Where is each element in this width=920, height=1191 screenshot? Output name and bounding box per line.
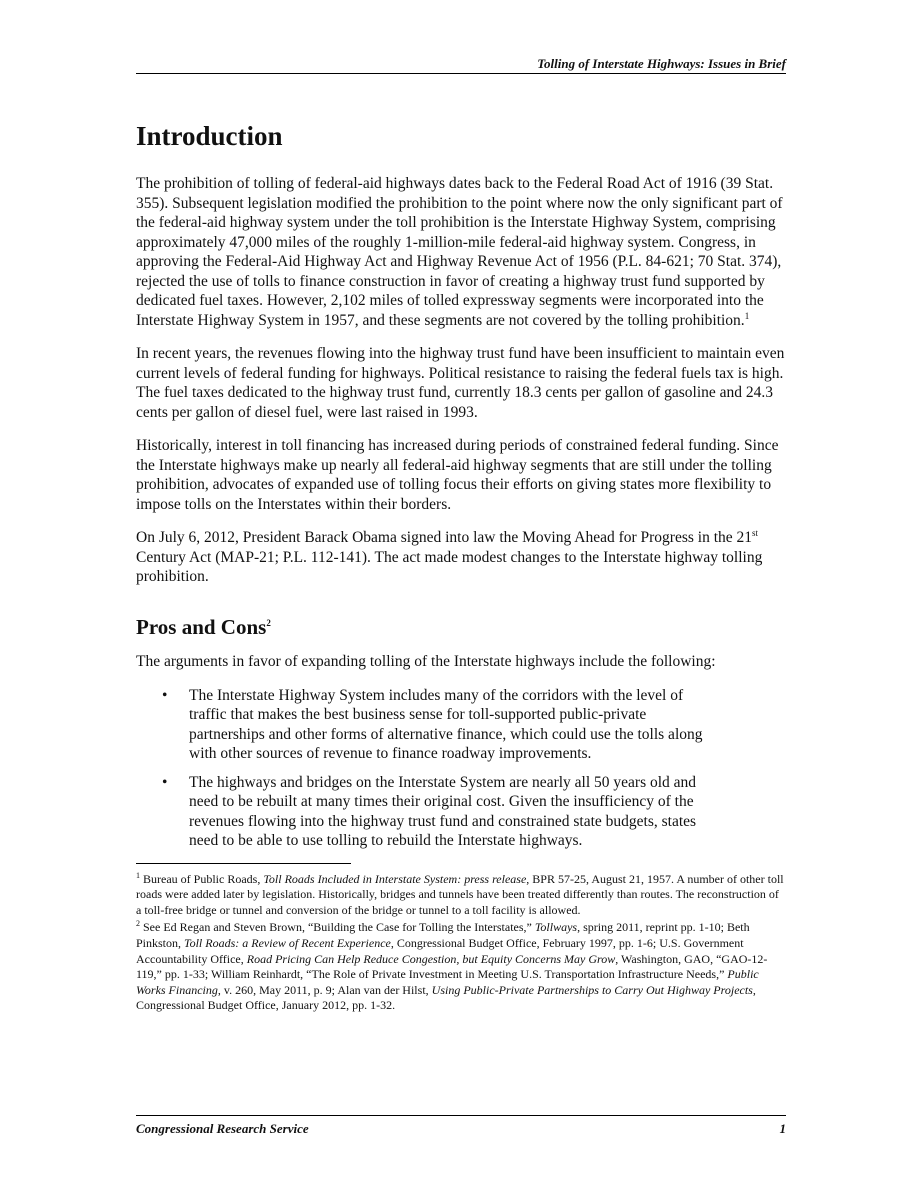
footnote-2-text: See Ed Regan and Steven Brown, “Building the Case for Tolling the Interstates,” [140,920,535,935]
page-content [136,120,786,1016]
list-item-text: The highways and bridges on the Interstate System are nearly all 50 years old and need to be rebuilt at many times their original cost. Given the insufficiency of the revenues flowing into the highway trust fund and constrained state budgets, states need to be able to use tolling to rebuild the Interstate highways. [189,773,697,850]
pros-list [136,686,786,851]
footnote-1 [136,872,786,919]
bullet-icon: • [162,686,168,704]
footnote-2-text: , v. 260, May 2011, p. 9; Alan van der Hilst, [217,982,432,997]
footnote-2 [136,920,786,1014]
footnote-2-title: Toll Roads: a Review of Recent Experience [184,935,391,950]
footnote-rule [136,863,351,864]
intro-paragraph-2: In recent years, the revenues flowing into the highway trust fund have been insufficient to maintain even current levels of federal funding for highways. Political resistance to raising the federal fuels tax is high. The fuel taxes dedicated to the highway trust fund, currently 18.3 cents per gallon of gasoline and 24.3 cents per gallon of diesel fuel, were last raised in 1993. [136,345,785,421]
footnote-ref-2: 2 [266,617,271,628]
footnote-1-number: 1 [136,870,140,880]
list-item [136,773,717,851]
intro-heading: Introduction [136,121,283,151]
footnote-2-text: , spring 2011, reprint pp. 1-10; Beth Pinkston, [136,920,750,950]
page-footer [136,1121,786,1137]
pros-cons-heading [136,615,786,640]
footnote-2-text: , Congressional Budget Office, January 2012, pp. 1-32. [136,982,756,1013]
footnote-ref-1: 1 [744,310,750,321]
footnote-2-text: , Congressional Budget Office, February 1997, pp. 1-6; U.S. Government Accountability Office, [136,935,744,966]
footnote-2-title: Road Pricing Can Help Reduce Congestion, but Equity Concerns May Grow [246,951,616,966]
list-item [136,686,717,764]
footnote-2-title: Public Works Financing [136,967,759,997]
intro-paragraph-1 [136,174,786,330]
intro-paragraph-4-text-a: On July 6, 2012, President Barack Obama signed into law the Moving Ahead for Progress in the 21 [136,529,753,547]
footnote-1-text: Bureau of Public Roads, [140,871,264,886]
footer-publisher: Congressional Research Service [136,1121,309,1136]
page-number: 1 [779,1121,786,1136]
running-header: Tolling of Interstate Highways: Issues in Brief [537,56,786,71]
footnote-1-title: Toll Roads Included in Interstate System: press release [263,871,527,886]
footnote-2-title: Tollways [534,920,578,935]
intro-paragraph-4-text-b: Century Act (MAP-21; P.L. 112-141). The act made modest changes to the Interstate highway tolling prohibition. [136,548,763,586]
list-item-text: The Interstate Highway System includes many of the corridors with the level of traffic that makes the best business sense for toll-supported public-private partnerships and other forms of alternative finance, which could use the tolls along with other sources of revenue to finance roadway improvements. [189,686,703,763]
footnote-1-text-end: , BPR 57-25, August 21, 1957. A number of other toll roads were added later by legislation. Historically, bridges and tunnels have been treated differently than routes. The reconstruction of a toll-free bridge or tunnel and conversion of the bridge or tunnel to a toll facility is allowed. [136,871,784,917]
intro-paragraph-1-text: The prohibition of tolling of federal-aid highways dates back to the Federal Road Act of 1916 (39 Stat. 355). Subsequent legislation modified the prohibition to the point where now the only significant part of the federal-aid highway system under the toll prohibition is the Interstate Highway System, comprising approximately 47,000 miles of the roughly 1-million-mile federal-aid highway system. Congress, in approving the Federal-Aid Highway Act and Highway Revenue Act of 1956 (P.L. 84-621; 70 Stat. 374), rejected the use of tolls to finance construction in favor of creating a highway trust fund supported by dedicated fuel taxes. However, 2,102 miles of tolled expressway segments were incorporated into the Interstate Highway System in 1957, and these segments are not covered by the tolling prohibition. [136,175,783,329]
footer-rule [136,1115,786,1116]
footnote-2-title: Using Public-Private Partnerships to Carry Out Highway Projects [431,982,753,997]
pros-lead: The arguments in favor of expanding tolling of the Interstate highways include the following: [136,653,716,671]
footnote-2-number: 2 [136,919,140,929]
bullet-icon: • [162,773,168,791]
footnote-2-text: , Washington, GAO, “GAO-12-119,” pp. 1-33; William Reinhardt, “The Role of Private Investment in Meeting U.S. Transportation Infrastructure Needs,” [136,951,768,982]
pros-cons-heading-text: Pros and Cons [136,614,267,639]
ordinal-suffix: st [752,528,759,539]
intro-paragraph-4 [136,528,786,587]
header-rule [136,73,786,74]
intro-paragraph-3: Historically, interest in toll financing has increased during periods of constrained federal funding. Since the Interstate highways make up nearly all federal-aid highway segments that are still under the tolling prohibition, advocates of expanded use of tolling focus their efforts on giving states more flexibility to impose tolls on the Interstates within their borders. [136,437,779,513]
